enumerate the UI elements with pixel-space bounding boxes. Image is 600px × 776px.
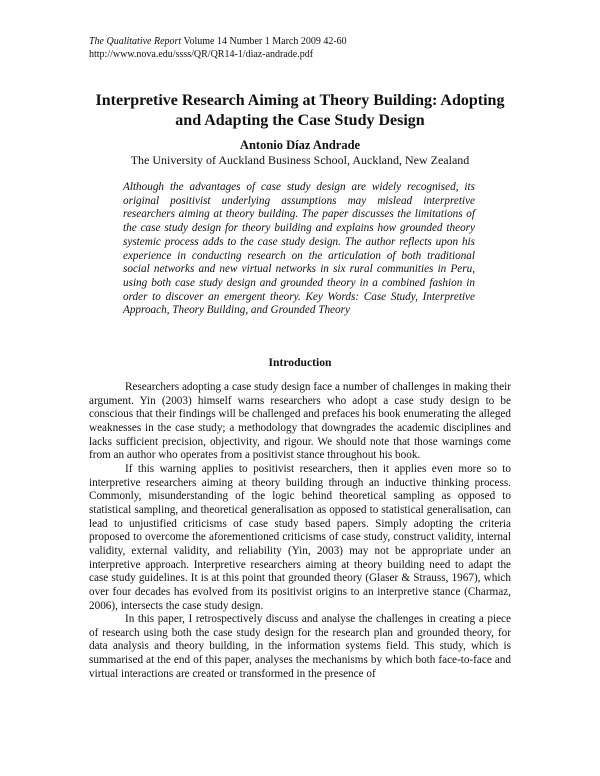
abstract: Although the advantages of case study design are widely recognised, its original positivist underlying assumptions may mislead interpretive researchers aiming at theory building. The paper discusses the limitations of the case study design for theory building and explains how grounded theory systemic process adds to the case study design. The author reflects upon his experience in conducting research on the articulation of both traditional social networks and new virtual networks in six rural communities in Peru, using both case study design and grounded theory in a combined fashion in order to discover an emergent theory. Key Words: Case Study, Interpretive Approach, Theory Building, and Grounded Theory (123, 181, 475, 317)
volume-info: Volume 14 Number 1 March 2009 42-60 (181, 36, 347, 47)
paper-url: http://www.nova.edu/ssss/QR/QR14-1/diaz-andrade.pdf (89, 49, 314, 60)
author-name: Antonio Díaz Andrade (239, 138, 361, 152)
paper-title (60, 91, 540, 131)
section-heading: Introduction (268, 356, 332, 369)
citation-line (89, 35, 347, 48)
paragraph: Researchers adopting a case study design face a number of challenges in making their argument. Yin (2003) himself warns researchers who adopt a case study design to be conscious that their findings will be challenged and prefaces his book enumerating the alleged weaknesses in the case study; a methodology that downgrades the academic disciplines and lacks sufficient precision, objectivity, and rigour. We should note that those warnings come from an author who operates from a positivist stance throughout his book. (89, 381, 511, 462)
title-line-1: Interpretive Research Aiming at Theory Building: Adopting (95, 92, 505, 109)
journal-header (89, 35, 347, 61)
title-line-2: and Adapting the Case Study Design (175, 112, 425, 129)
body-text (89, 381, 511, 681)
journal-name: The Qualitative Report (89, 36, 182, 47)
author-affiliation: The University of Auckland Business School, Auckland, New Zealand (130, 153, 470, 167)
paragraph: In this paper, I retrospectively discuss and analyse the challenges in creating a piece of research using both the case study design for the research plan and grounded theory, for data analysis and theory building, in the information systems field. This study, which is summarised at the end of this paper, analyses the mechanisms by which both face-to-face and virtual interactions are created or transformed in the presence of (89, 613, 511, 680)
paragraph: If this warning applies to positivist researchers, then it applies even more so to interpretive researchers aiming at theory building through an inductive thinking process. Commonly, misunderstanding of the logic behind theoretical sampling as opposed to statistical sampling, and theoretical generalisation as opposed to statistical generalisation, can lead to unjustified criticisms of case study based papers. Simply adopting the criteria proposed to overcome the aforementioned criticisms of case study, construct validity, internal validity, external validity, and reliability (Yin, 2003) may not be appropriate under an interpretive approach. Interpretive researchers aiming at theory building need to adapt the case study guidelines. It is at this point that grounded theory (Glaser & Strauss, 1967), which over four decades has evolved from its positivist origins to an interpretive stance (Charmaz, 2006), intersects the case study design. (89, 462, 511, 612)
